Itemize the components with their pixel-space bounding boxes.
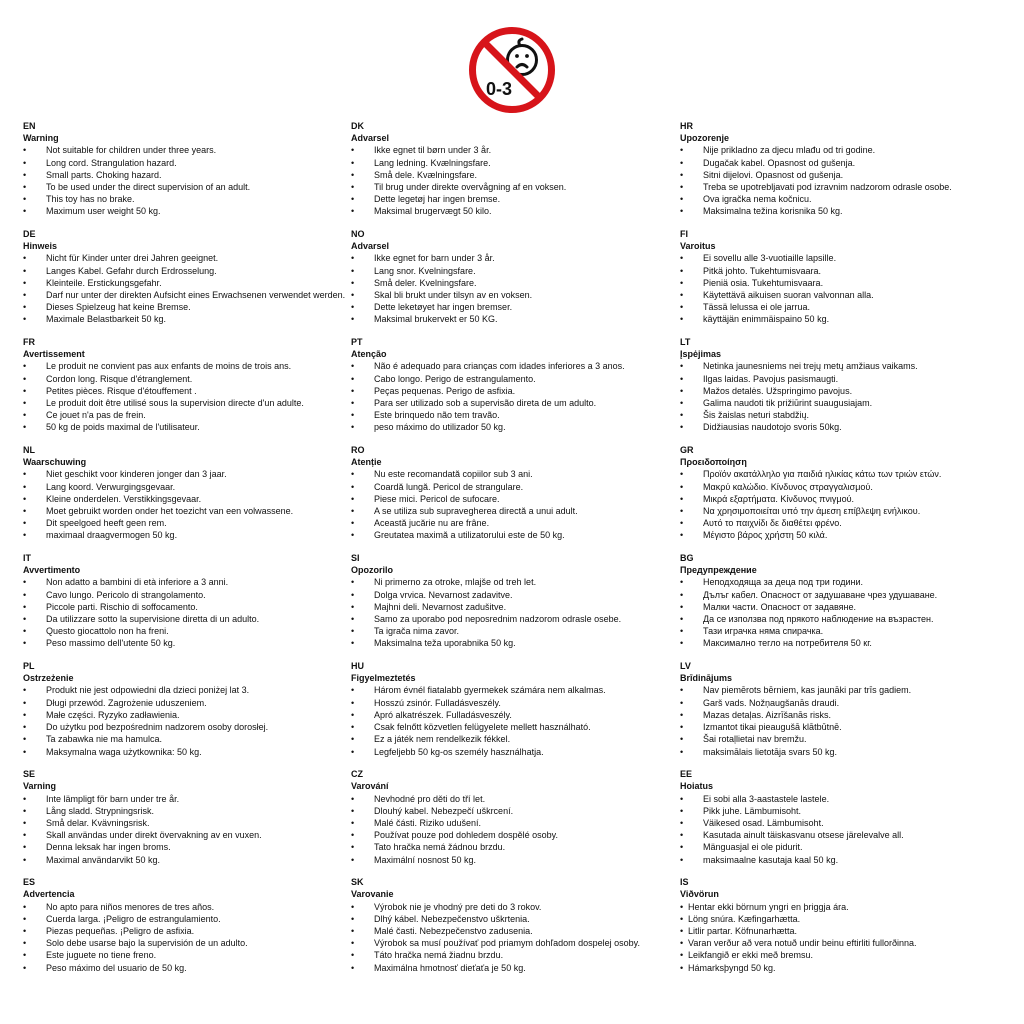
warning-section-nl — [23, 444, 353, 542]
warning-list — [351, 468, 681, 541]
warning-heading: Ostrzeżenie — [23, 673, 74, 684]
warning-list — [351, 252, 681, 325]
warning-item: • Produkt nie jest odpowiedni dla dzieci poniżej lat 3. — [23, 684, 353, 696]
warning-item: • Galima naudoti tik prižiūrint suaugusiajam. — [680, 397, 1010, 409]
warning-item: • Maximální nosnost 50 kg. — [351, 854, 681, 866]
warning-section-lv — [680, 660, 1010, 758]
warning-item: • Maximale Belastbarkeit 50 kg. — [23, 313, 353, 325]
warning-section-si — [351, 552, 681, 650]
warning-item: • Questo giocattolo non ha freni. — [23, 625, 353, 637]
warning-item: • Nicht für Kinder unter drei Jahren geeignet. — [23, 252, 353, 264]
language-code: NO — [351, 229, 365, 240]
warning-item: • Legfeljebb 50 kg-os személy használhatja. — [351, 746, 681, 758]
warning-heading: Hoiatus — [680, 781, 714, 792]
warning-item: • Sitni dijelovi. Opasnost od gušenja. — [680, 169, 1010, 181]
warning-item: • Tässä lelussa ei ole jarrua. — [680, 301, 1010, 313]
warning-item: • Para ser utilizado sob a supervisão direta de um adulto. — [351, 397, 681, 409]
warning-section-it — [23, 552, 353, 650]
warning-item: • Piezas pequeñas. ¡Peligro de asfixia. — [23, 925, 353, 937]
warning-item: • Til brug under direkte overvågning af en voksen. — [351, 181, 681, 193]
warning-section-cz — [351, 768, 681, 866]
warning-item: • Hosszú zsinór. Fulladásveszély. — [351, 697, 681, 709]
column-left — [23, 120, 353, 984]
warning-section-no — [351, 228, 681, 326]
warning-item: • Dette leketøyet har ingen bremser. — [351, 301, 681, 313]
warning-list — [351, 793, 681, 866]
warning-section-se — [23, 768, 353, 866]
warning-item: • Cabo longo. Perigo de estrangulamento. — [351, 373, 681, 385]
no-children-under-3-icon — [468, 26, 556, 114]
warning-item: • Didžiausias naudotojo svoris 50kg. — [680, 421, 1010, 433]
warning-item: • Malé časti. Nebezpečenstvo zadusenia. — [351, 925, 681, 937]
language-code: RO — [351, 445, 365, 456]
warning-item: • To be used under the direct supervision of an adult. — [23, 181, 353, 193]
warning-item: • Inte lämpligt för barn under tre år. — [23, 793, 353, 805]
warning-item: • Este juguete no tiene freno. — [23, 949, 353, 961]
warning-section-sk — [351, 876, 681, 974]
warning-item: • Moet gebruikt worden onder het toezicht van een volwassene. — [23, 505, 353, 517]
warning-heading: Warning — [23, 133, 59, 144]
warning-item: • Não é adequado para crianças com idades inferiores a 3 anos. — [351, 360, 681, 372]
warning-item: • Ez a játék nem rendelkezik fékkel. — [351, 733, 681, 745]
warning-heading: Upozorenje — [680, 133, 730, 144]
warning-section-de — [23, 228, 353, 326]
warning-item: • Ilgas laidas. Pavojus pasismaugti. — [680, 373, 1010, 385]
warning-item: • Małe części. Ryzyko zadławienia. — [23, 709, 353, 721]
column-middle — [351, 120, 681, 984]
warning-item: • maximaal draagvermogen 50 kg. — [23, 529, 353, 541]
warning-item: • Lång sladd. Strypningsrisk. — [23, 805, 353, 817]
warning-item: • Not suitable for children under three years. — [23, 144, 353, 156]
warning-section-en — [23, 120, 353, 218]
language-code: HU — [351, 661, 364, 672]
warning-item: • Pieniä osia. Tukehtumisvaara. — [680, 277, 1010, 289]
warning-item: • Treba se upotrebljavati pod izravnim nadzorom odrasle osobe. — [680, 181, 1010, 193]
warning-item: • Maksimal brukervekt er 50 KG. — [351, 313, 681, 325]
warning-item: • Dlouhý kabel. Nebezpečí uškrcení. — [351, 805, 681, 817]
warning-item: • Peso massimo dell'utente 50 kg. — [23, 637, 353, 649]
warning-list — [680, 793, 1010, 866]
warning-list — [23, 684, 353, 757]
warning-list — [23, 793, 353, 866]
warning-heading: Avertissement — [23, 349, 85, 360]
warning-item: • Ikke egnet for barn under 3 år. — [351, 252, 681, 264]
warning-item: • Löng snúra. Kæfingarhætta. — [680, 913, 1010, 925]
language-code: LT — [680, 337, 691, 348]
warning-list — [680, 144, 1010, 217]
warning-item: • Garš vads. Nožņaugšanās draudi. — [680, 697, 1010, 709]
column-right — [680, 120, 1010, 984]
warning-item: • Solo debe usarse bajo la supervisión de un adulto. — [23, 937, 353, 949]
warning-heading: Brīdinājums — [680, 673, 733, 684]
warning-item: • Да се използва под прякото наблюдение на възрастен. — [680, 613, 1010, 625]
language-code: SI — [351, 553, 360, 564]
warning-item: • Darf nur unter der direkten Aufsicht eines Erwachsenen verwendet werden. — [23, 289, 353, 301]
warning-item: • Ei sobi alla 3-aastastele lastele. — [680, 793, 1010, 805]
warning-list — [680, 468, 1010, 541]
warning-list — [680, 360, 1010, 433]
warning-item: • Cuerda larga. ¡Peligro de estrangulamiento. — [23, 913, 353, 925]
warning-item: • Ova igračka nema kočnicu. — [680, 193, 1010, 205]
warning-list — [351, 901, 681, 974]
warning-section-hr — [680, 120, 1010, 218]
warning-item: • Väikesed osad. Lämbumisoht. — [680, 817, 1010, 829]
warning-list — [23, 576, 353, 649]
warning-item: • Da utilizzare sotto la supervisione diretta di un adulto. — [23, 613, 353, 625]
warning-item: • Ta zabawka nie ma hamulca. — [23, 733, 353, 745]
warning-list — [680, 684, 1010, 757]
warning-list — [351, 684, 681, 757]
language-code: DE — [23, 229, 36, 240]
language-code: ES — [23, 877, 36, 888]
warning-heading: Varovanie — [351, 889, 394, 900]
language-code: CZ — [351, 769, 363, 780]
warning-item: • Varan verður að vera notuð undir beinu eftirliti fullorðinna. — [680, 937, 1010, 949]
warning-item: • Cavo lungo. Pericolo di strangolamento. — [23, 589, 353, 601]
warning-item: • peso máximo do utilizador 50 kg. — [351, 421, 681, 433]
warning-item: • Táto hračka nemá žiadnu brzdu. — [351, 949, 681, 961]
warning-item: • Le produit doit être utilisé sous la supervision directe d'un adulte. — [23, 397, 353, 409]
warning-item: • Această jucărie nu are frâne. — [351, 517, 681, 529]
warning-item: • 50 kg de poids maximal de l'utilisateur. — [23, 421, 353, 433]
warning-item: • Litlir partar. Köfnunarhætta. — [680, 925, 1010, 937]
warning-list — [351, 144, 681, 217]
warning-item: • Дълъг кабел. Опасност от задушаване чрез удушаване. — [680, 589, 1010, 601]
warning-list — [23, 144, 353, 217]
warning-item: • Dlhý kábel. Nebezpečenstvo uškrtenia. — [351, 913, 681, 925]
warning-section-lt — [680, 336, 1010, 434]
warning-item: • Šis žaislas neturi stabdžių. — [680, 409, 1010, 421]
warning-list — [680, 901, 1010, 974]
warning-item: • Dit speelgoed heeft geen rem. — [23, 517, 353, 529]
language-code: EN — [23, 121, 36, 131]
warning-item: • Små delar. Kvävningsrisk. — [23, 817, 353, 829]
warning-item: • Denna leksak har ingen broms. — [23, 841, 353, 853]
warning-section-hu — [351, 660, 681, 758]
warning-item: • Nije prikladno za djecu mlađu od tri godine. — [680, 144, 1010, 156]
warning-item: • Lang koord. Verwurgingsgevaar. — [23, 481, 353, 493]
warning-section-bg — [680, 552, 1010, 650]
warning-heading: Advertencia — [23, 889, 75, 900]
warning-item: • maksimālais lietotāja svars 50 kg. — [680, 746, 1010, 758]
warning-item: • Greutatea maximă a utilizatorului este de 50 kg. — [351, 529, 681, 541]
warning-item: • Niet geschikt voor kinderen jonger dan 3 jaar. — [23, 468, 353, 480]
warning-item: • Piccole parti. Rischio di soffocamento. — [23, 601, 353, 613]
warning-item: • Apró alkatrészek. Fulladásveszély. — [351, 709, 681, 721]
warning-item: • Mazas detaļas. Aizrīšanās risks. — [680, 709, 1010, 721]
warning-item: • Nevhodné pro děti do tří let. — [351, 793, 681, 805]
warning-item: • Kasutada ainult täiskasvanu otsese järelevalve all. — [680, 829, 1010, 841]
warning-item: • Tato hračka nemá žádnou brzdu. — [351, 841, 681, 853]
warning-item: • Малки части. Опасност от задавяне. — [680, 601, 1010, 613]
warning-heading: Advarsel — [351, 241, 390, 252]
language-code: BG — [680, 553, 694, 564]
warning-section-dk — [351, 120, 681, 218]
warning-item: • Dugačak kabel. Opasnost od gušenja. — [680, 157, 1010, 169]
warning-item: • Maksimal brugervægt 50 kilo. — [351, 205, 681, 217]
warning-item: • Тази играчка няма спирачка. — [680, 625, 1010, 637]
warning-item: • Peças pequenas. Perigo de asfixia. — [351, 385, 681, 397]
warning-item: • Nu este recomandată copiilor sub 3 ani. — [351, 468, 681, 480]
warning-item: • Lang snor. Kvelningsfare. — [351, 265, 681, 277]
warning-item: • Dette legetøj har ingen bremse. — [351, 193, 681, 205]
warning-item: • Ei sovellu alle 3-vuotiaille lapsille. — [680, 252, 1010, 264]
warning-item: • Skal bli brukt under tilsyn av en voksen. — [351, 289, 681, 301]
warning-item: • Majhni deli. Nevarnost zadušitve. — [351, 601, 681, 613]
warning-item: • Le produit ne convient pas aux enfants de moins de trois ans. — [23, 360, 353, 372]
warning-item: • Długi przewód. Zagrożenie uduszeniem. — [23, 697, 353, 709]
warning-section-pl — [23, 660, 353, 758]
warning-item: • No apto para niños menores de tres años. — [23, 901, 353, 913]
language-code: NL — [23, 445, 35, 456]
warning-item: • This toy has no brake. — [23, 193, 353, 205]
warning-heading: Varning — [23, 781, 57, 792]
warning-list — [23, 360, 353, 433]
warning-item: • Netinka jaunesniems nei trejų metų amžiaus vaikams. — [680, 360, 1010, 372]
warning-item: • Výrobok sa musí používať pod priamym dohľadom dospelej osoby. — [351, 937, 681, 949]
warning-item: • Samo za uporabo pod neposrednim nadzorom odrasle osebe. — [351, 613, 681, 625]
warning-heading: Προειδοποίηση — [680, 457, 747, 468]
warning-section-ee — [680, 768, 1010, 866]
warning-heading: Atenção — [351, 349, 387, 360]
warning-item: • Ni primerno za otroke, mlajše od treh let. — [351, 576, 681, 588]
warning-heading: Предупреждение — [680, 565, 757, 576]
language-code: EE — [680, 769, 693, 780]
warning-list — [23, 252, 353, 325]
warning-item: • Kleinteile. Erstickungsgefahr. — [23, 277, 353, 289]
language-code: FR — [23, 337, 35, 348]
language-code: HR — [680, 121, 693, 131]
language-code: PT — [351, 337, 363, 348]
warning-item: • Ce jouet n'a pas de frein. — [23, 409, 353, 421]
warning-item: • Langes Kabel. Gefahr durch Erdrosselung. — [23, 265, 353, 277]
warning-section-ro — [351, 444, 681, 542]
warning-heading: Avvertimento — [23, 565, 81, 576]
warning-item: • Mänguasjal ei ole pidurit. — [680, 841, 1010, 853]
warning-item: • Este brinquedo não tem travão. — [351, 409, 681, 421]
warning-item: • Maximal användarvikt 50 kg. — [23, 854, 353, 866]
warning-heading: Waarschuwing — [23, 457, 87, 468]
warning-item: • Dolga vrvica. Nevarnost zadavitve. — [351, 589, 681, 601]
warning-heading: Įspėjimas — [680, 349, 722, 360]
warning-item: • Šai rotaļlietai nav bremžu. — [680, 733, 1010, 745]
warning-item: • käyttäjän enimmäispaino 50 kg. — [680, 313, 1010, 325]
language-code: DK — [351, 121, 364, 131]
warning-list — [680, 576, 1010, 649]
warning-item: • Maksimalna teža uporabnika 50 kg. — [351, 637, 681, 649]
warning-list — [23, 468, 353, 541]
warning-list — [351, 576, 681, 649]
warning-item: • Kleine onderdelen. Verstikkingsgevaar. — [23, 493, 353, 505]
warning-item: • Små dele. Kvælningsfare. — [351, 169, 681, 181]
warning-item: • A se utiliza sub supravegherea directă a unui adult. — [351, 505, 681, 517]
language-code: PL — [23, 661, 35, 672]
warning-item: • Μακρύ καλώδιο. Κίνδυνος στραγγαλισμού. — [680, 481, 1010, 493]
warning-item: • Lang ledning. Kvælningsfare. — [351, 157, 681, 169]
warning-list — [680, 252, 1010, 325]
warning-item: • Piese mici. Pericol de sufocare. — [351, 493, 681, 505]
warning-item: • Pikk juhe. Lämbumisoht. — [680, 805, 1010, 817]
warning-item: • Maximálna hmotnosť dieťaťa je 50 kg. — [351, 962, 681, 974]
warning-item: • Dieses Spielzeug hat keine Bremse. — [23, 301, 353, 313]
warning-item: • Αυτό το παιχνίδι δε διαθέτει φρένο. — [680, 517, 1010, 529]
warning-section-fi — [680, 228, 1010, 326]
warning-item: • Petites pièces. Risque d'étouffement . — [23, 385, 353, 397]
warning-item: • maksimaalne kasutaja kaal 50 kg. — [680, 854, 1010, 866]
warning-item: • Små deler. Kvelningsfare. — [351, 277, 681, 289]
warning-item: • Максимално тегло на потребителя 50 кг. — [680, 637, 1010, 649]
warning-item: • Μέγιστο βάρος χρήστη 50 κιλά. — [680, 529, 1010, 541]
warning-heading: Varoitus — [680, 241, 716, 252]
warning-list — [23, 901, 353, 974]
warning-item: • Maksimalna težina korisnika 50 kg. — [680, 205, 1010, 217]
language-code: IS — [680, 877, 689, 888]
age-range-label: 0-3 — [485, 79, 513, 99]
warning-item: • Maksymalna waga użytkownika: 50 kg. — [23, 746, 353, 758]
warning-item: • Να χρησιμοποιείται υπό την άμεση επίβλεψη ενήλικου. — [680, 505, 1010, 517]
warning-item: • Három évnél fiatalabb gyermekek számára nem alkalmas. — [351, 684, 681, 696]
warning-item: • Malé části. Riziko udušení. — [351, 817, 681, 829]
language-code: LV — [680, 661, 691, 672]
warning-item: • Non adatto a bambini di età inferiore a 3 anni. — [23, 576, 353, 588]
warning-item: • Mažos detalės. Užspringimo pavojus. — [680, 385, 1010, 397]
warning-item: • Ikke egnet til børn under 3 år. — [351, 144, 681, 156]
language-code: GR — [680, 445, 694, 456]
warning-item: • Nav piemērots bērniem, kas jaunāki par trīs gadiem. — [680, 684, 1010, 696]
warning-heading: Advarsel — [351, 133, 390, 144]
warning-item: • Μικρά εξαρτήματα. Κίνδυνος πνιγμού. — [680, 493, 1010, 505]
warning-section-pt — [351, 336, 681, 434]
language-code: SE — [23, 769, 36, 780]
warning-heading: Figyelmeztetés — [351, 673, 416, 684]
language-code: FI — [680, 229, 688, 240]
warning-item: • Неподходяща за деца под три години. — [680, 576, 1010, 588]
warning-heading: Varování — [351, 781, 389, 792]
warning-item: • Peso máximo del usuario de 50 kg. — [23, 962, 353, 974]
language-code: SK — [351, 877, 364, 888]
warning-item: • Do użytku pod bezpośrednim nadzorem osoby dorosłej. — [23, 721, 353, 733]
warning-section-es — [23, 876, 353, 974]
warning-heading: Atenție — [351, 457, 382, 468]
warning-item: • Small parts. Choking hazard. — [23, 169, 353, 181]
warning-heading: Opozorilo — [351, 565, 393, 576]
warning-item: • Maximum user weight 50 kg. — [23, 205, 353, 217]
warning-section-is — [680, 876, 1010, 974]
warning-section-gr — [680, 444, 1010, 542]
warning-heading: Viðvörun — [680, 889, 719, 900]
warning-item: • Hentar ekki börnum yngri en þriggja ára. — [680, 901, 1010, 913]
warning-item: • Long cord. Strangulation hazard. — [23, 157, 353, 169]
warning-section-fr — [23, 336, 353, 434]
warning-item: • Coardă lungă. Pericol de strangulare. — [351, 481, 681, 493]
warning-item: • Csak felnőtt közvetlen felügyelete mellett használható. — [351, 721, 681, 733]
warning-item: • Používat pouze pod dohledem dospělé osoby. — [351, 829, 681, 841]
language-code: IT — [23, 553, 31, 564]
warning-item: • Skall användas under direkt övervakning av en vuxen. — [23, 829, 353, 841]
warning-item: • Pitkä johto. Tukehtumisvaara. — [680, 265, 1010, 277]
warning-item: • Leikfangið er ekki með bremsu. — [680, 949, 1010, 961]
warning-item: • Ta igrača nima zavor. — [351, 625, 681, 637]
warning-item: • Cordon long. Risque d'étranglement. — [23, 373, 353, 385]
warning-item: • Hámarksþyngd 50 kg. — [680, 962, 1010, 974]
warning-list — [351, 360, 681, 433]
warning-item: • Προϊόν ακατάλληλο για παιδιά ηλικίας κάτω των τριών ετών. — [680, 468, 1010, 480]
warning-item: • Izmantot tikai pieaugušā klātbūtnē. — [680, 721, 1010, 733]
warning-heading: Hinweis — [23, 241, 58, 252]
warning-item: • Käytettävä aikuisen suoran valvonnan alla. — [680, 289, 1010, 301]
warning-item: • Výrobok nie je vhodný pre deti do 3 rokov. — [351, 901, 681, 913]
